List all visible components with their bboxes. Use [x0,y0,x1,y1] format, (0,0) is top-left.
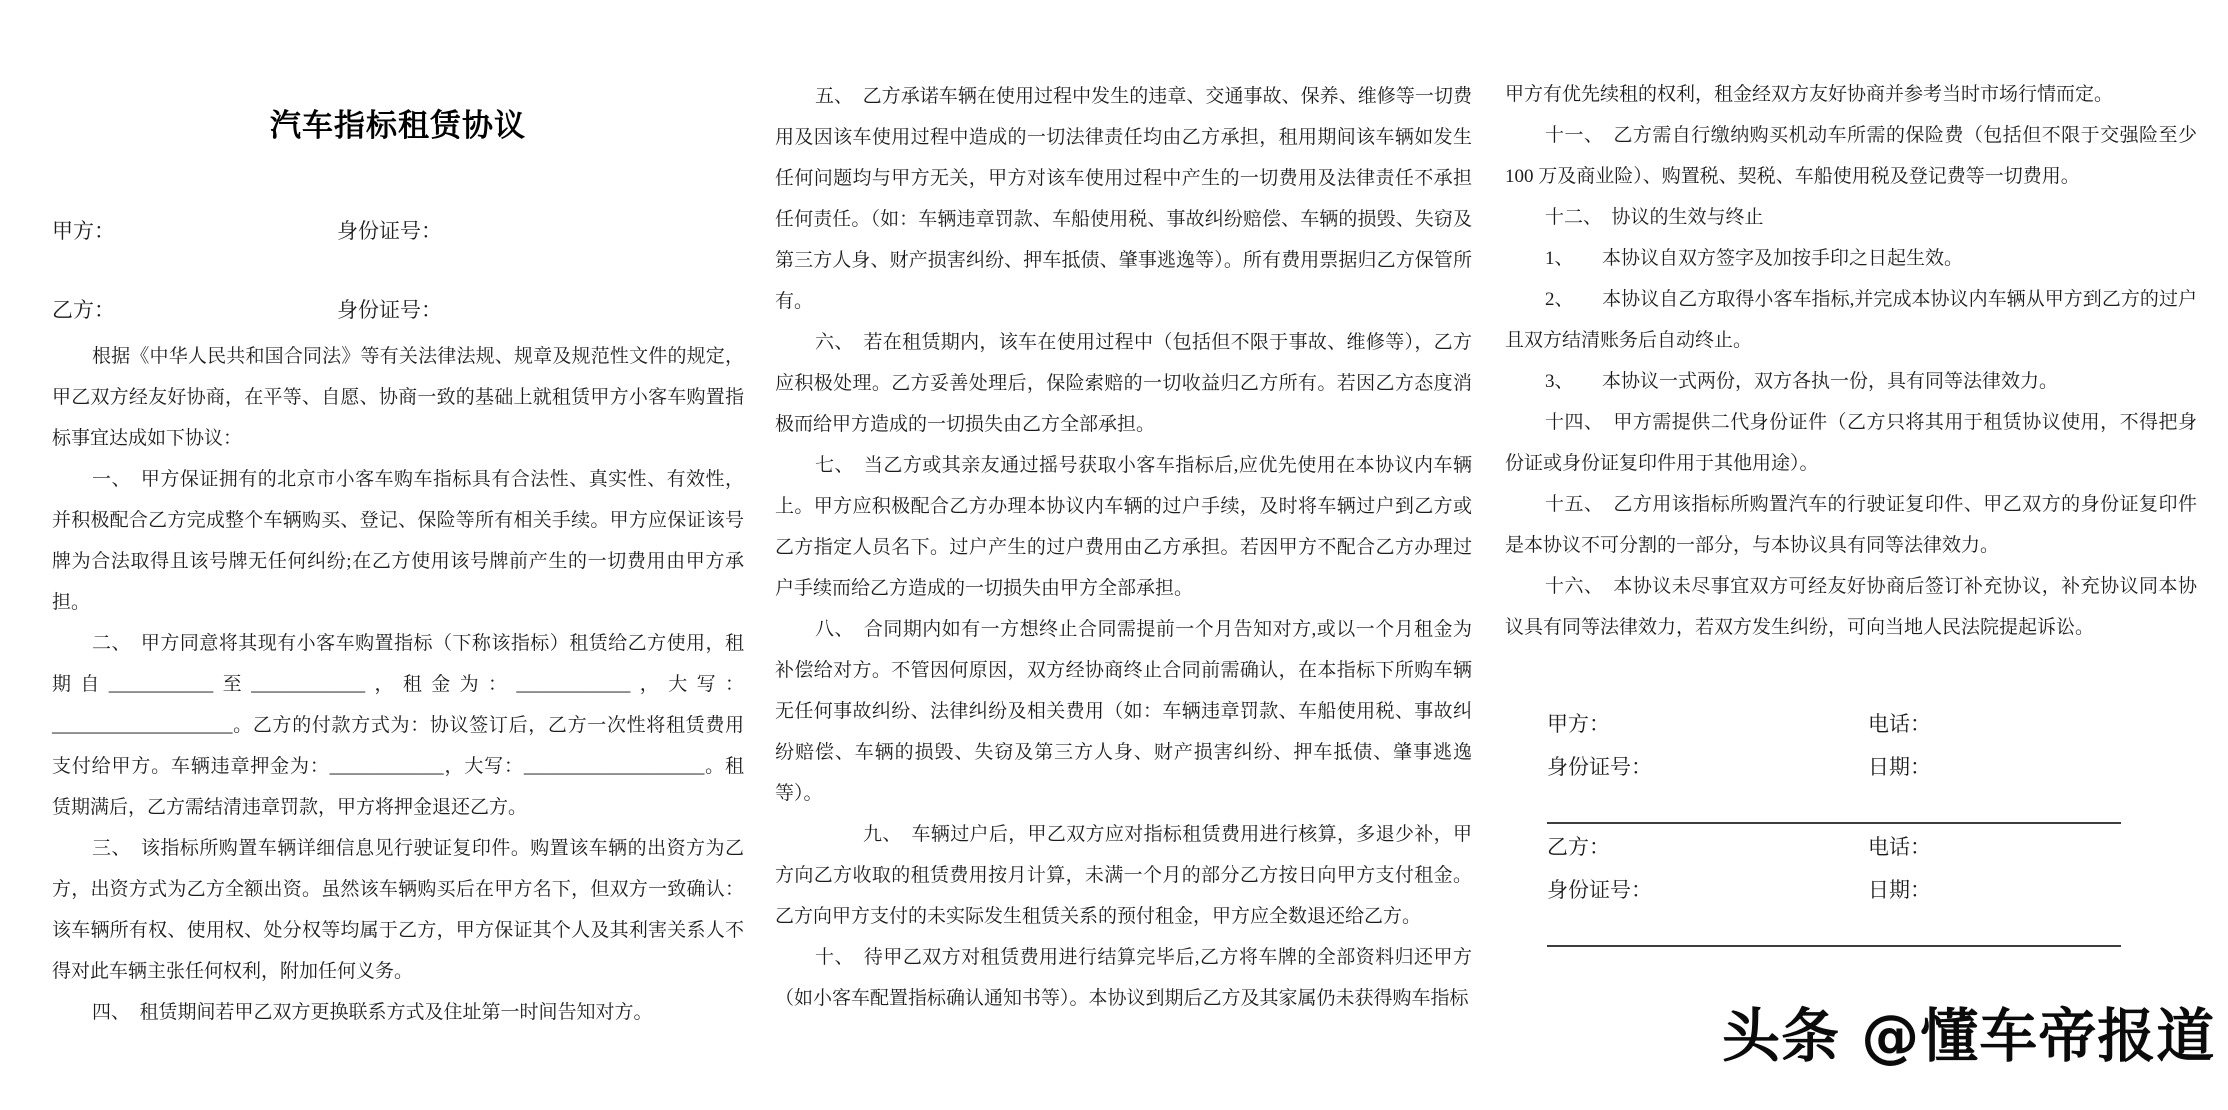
column-middle [775,0,1472,1019]
clause-8: 八、 合同期内如有一方想终止合同需提前一个月告知对方,或以一个月租金为补偿给对方。不管因何原因，双方经协商终止合同前需确认，在本指标下所购车辆无任何事故纠纷、法律纠纷及相关费用（如：车辆违章罚款、车船使用税、事故纠纷赔偿、车辆的损毁、失窃及第三方人身、财产损害纠纷、押车抵债、肇事逃逸等）。 [775,619,1472,804]
clause-11: 十一、 乙方需自行缴纳购买机动车所需的保险费（包括但不限于交强险至少 100 万及商业险）、购置税、契税、车船使用税及登记费等一切费用。 [1505,125,2197,187]
signature-id-label: 身份证号： [1547,755,1652,779]
signature-party-b-label: 乙方： [1547,835,1610,859]
clause-12-item-3: 3、 本协议一式两份，双方各执一份，具有同等法律效力。 [1545,371,2059,392]
clause-5: 五、 乙方承诺车辆在使用过程中发生的违章、交通事故、保养、维修等一切费用及因该车使用过程中造成的一切法律责任均由乙方承担，租用期间该车辆如发生任何问题均与甲方无关，甲方对该车使用过程中产生的一切费用及法律责任不承担任何责任。（如：车辆违章罚款、车船使用税、事故纠纷赔偿、车辆的损毁、失窃及第三方人身、财产损害纠纷、押车抵债、肇事逃逸等）。所有费用票据归乙方保管所有。 [775,86,1472,312]
signature-row [1547,746,2202,789]
clause-12-item-2: 2、 本协议自乙方取得小客车指标,并完成本协议内车辆从甲方到乙方的过户且双方结清账务后自动终止。 [1505,289,2197,351]
clause-9: 九、 车辆过户后，甲乙双方应对指标租赁费用进行核算，多退少补，甲方向乙方收取的租赁费用按月计算，未满一个月的部分乙方按日向甲方支付租金。乙方向甲方支付的未实际发生租赁关系的预付租金，甲方应全数退还给乙方。 [775,824,1472,927]
signature-row [1547,826,2202,869]
party-b-label: 乙方： [52,298,115,322]
signature-block-party-b [1547,826,2202,947]
clause-2: 二、 甲方同意将其现有小客车购置指标（下称该指标）租赁给乙方使用，租期自___________至____________，租金为：____________，大写：___________________。乙方的付款方式为：协议签订后，乙方一次性将租赁费用支付给甲方。车辆违章押金为：____________，大写：___________________。租赁期满后，乙方需结清违章罚款，甲方将押金退还乙方。 [52,633,744,818]
signature-block-party-a [1547,703,2202,824]
signature-party-a-label: 甲方： [1547,712,1610,736]
clause-15: 十五、 乙方用该指标所购置汽车的行驶证复印件、甲乙双方的身份证复印件是本协议不可分割的一部分，与本协议具有同等法律效力。 [1505,494,2197,556]
clause-10-continuation: 甲方有优先续租的权利，租金经双方友好协商并参考当时市场行情而定。 [1505,84,2114,105]
column-left-paragraphs [52,336,744,1033]
watermark-toutiao-dongchedi: 头条 @懂车帝报道 [1722,1002,2216,1070]
clause-14: 十四、 甲方需提供二代身份证件（乙方只将其用于租赁协议使用，不得把身份证或身份证复印件用于其他用途）。 [1505,412,2197,474]
signature-date-label: 日期： [1868,755,1931,779]
clause-6: 六、 若在租赁期内，该车在使用过程中（包括但不限于事故、维修等），乙方应积极处理。乙方妥善处理后，保险索赔的一切收益归乙方所有。若因乙方态度消极而给甲方造成的一切损失由乙方全部承担。 [775,332,1472,435]
column-left [52,0,744,1033]
party-b-id-label: 身份证号： [337,298,442,322]
signature-date-label: 日期： [1868,878,1931,902]
signature-id-label: 身份证号： [1547,878,1652,902]
clause-4: 四、 租赁期间若甲乙双方更换联系方式及住址第一时间告知对方。 [92,1002,653,1023]
party-b-header-row [52,297,744,323]
signature-divider-line [1547,945,2121,947]
party-a-label: 甲方： [52,219,115,243]
clause-16: 十六、 本协议未尽事宜双方可经友好协商后签订补充协议，补充协议同本协议具有同等法律效力，若双方发生纠纷，可向当地人民法院提起诉讼。 [1505,576,2197,638]
clause-3: 三、 该指标所购置车辆详细信息见行驶证复印件。购置该车辆的出资方为乙方，出资方式为乙方全额出资。虽然该车辆购买后在甲方名下，但双方一致确认：该车辆所有权、使用权、处分权等均属于乙方，甲方保证其个人及其利害关系人不得对此车辆主张任何权利，附加任何义务。 [52,838,744,982]
document-title: 汽车指标租赁协议 [270,108,526,143]
clause-1: 一、 甲方保证拥有的北京市小客车购车指标具有合法性、真实性、有效性，并积极配合乙方完成整个车辆购买、登记、保险等所有相关手续。甲方应保证该号牌为合法取得且该号牌无任何纠纷;在乙方使用该号牌前产生的一切费用由甲方承担。 [52,469,744,613]
signature-divider-line [1547,822,2121,824]
clause-12-item-1: 1、 本协议自双方签字及加按手印之日起生效。 [1545,248,1964,269]
signature-phone-label: 电话： [1868,712,1931,736]
clause-10: 十、 待甲乙双方对租赁费用进行结算完毕后,乙方将车牌的全部资料归还甲方（如小客车配置指标确认通知书等）。本协议到期后乙方及其家属仍未获得购车指标 [775,947,1472,1009]
clause-7: 七、 当乙方或其亲友通过摇号获取小客车指标后,应优先使用在本协议内车辆上。甲方应积极配合乙方办理本协议内车辆的过户手续，及时将车辆过户到乙方或乙方指定人员名下。过户产生的过户费用由乙方承担。若因甲方不配合乙方办理过户手续而给乙方造成的一切损失由甲方全部承担。 [775,455,1472,599]
party-a-header-row [52,218,744,244]
column-right [1505,0,2197,648]
party-a-id-label: 身份证号： [337,219,442,243]
clause-preamble: 根据《中华人民共和国合同法》等有关法律法规、规章及规范性文件的规定，甲乙双方经友好协商，在平等、自愿、协商一致的基础上就租赁甲方小客车购置指标事宜达成如下协议： [52,346,744,449]
signature-phone-label: 电话： [1868,835,1931,859]
signature-row [1547,869,2202,912]
signature-row [1547,703,2202,746]
clause-12-heading: 十二、 协议的生效与终止 [1545,207,1764,228]
